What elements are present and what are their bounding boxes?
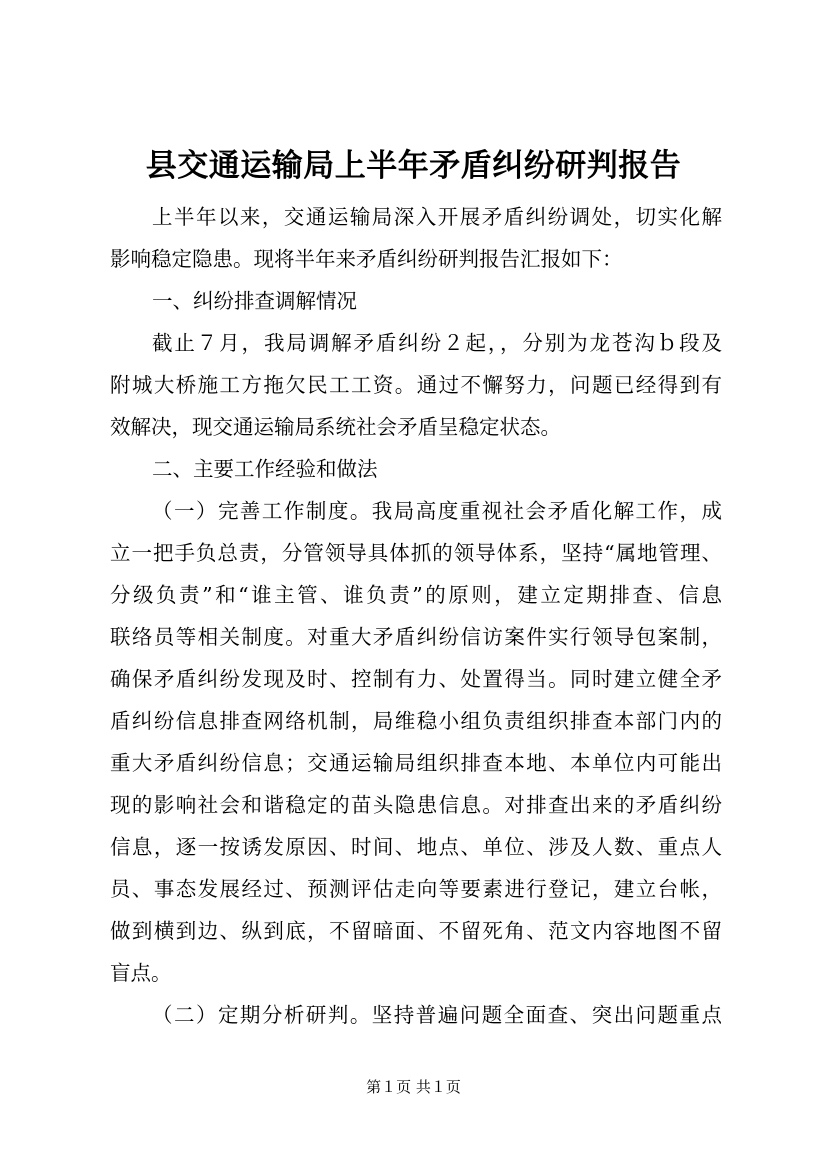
paragraph-line: 确保矛盾纠纷发现及时、控制有力、处置得当。同时建立健全矛 (110, 667, 722, 691)
paragraph-line: 上半年以来，交通运输局深入开展矛盾纠纷调处，切实化解 (152, 205, 722, 229)
paragraph-line: 盾纠纷信息排查网络机制，局维稳小组负责组织排查本部门内的 (110, 709, 722, 733)
document-body (110, 196, 722, 1036)
paragraph-line: 做到横到边、纵到底，不留暗面、不留死角、范文内容地图不留 (110, 919, 722, 943)
paragraph-line: 现的影响社会和谐稳定的苗头隐患信息。对排查出来的矛盾纠纷 (110, 793, 722, 817)
section-heading: 一、纠纷排查调解情况 (152, 289, 357, 313)
paragraph-line: 重大矛盾纠纷信息；交通运输局组织排查本地、本单位内可能出 (110, 751, 722, 775)
paragraph-line: （二）定期分析研判。坚持普遍问题全面查、突出问题重点 (152, 1003, 722, 1027)
paragraph-line: 截止７月，我局调解矛盾纠纷２起，，分别为龙苍沟ｂ段及 (152, 331, 722, 355)
paragraph-line: （一）完善工作制度。我局高度重视社会矛盾化解工作，成 (152, 499, 722, 523)
paragraph-line: 信息，逐一按诱发原因、时间、地点、单位、涉及人数、重点人 (110, 835, 722, 859)
paragraph-line: 影响稳定隐患。现将半年来矛盾纠纷研判报告汇报如下： (110, 247, 623, 271)
page-number-footer: 第１页 共１页 (366, 1078, 461, 1096)
section-heading: 二、主要工作经验和做法 (152, 457, 378, 481)
paragraph-line: 员、事态发展经过、预测评估走向等要素进行登记，建立台帐， (110, 877, 722, 901)
paragraph-line: 联络员等相关制度。对重大矛盾纠纷信访案件实行领导包案制， (110, 625, 722, 649)
paragraph-line: 盲点。 (110, 961, 172, 985)
paragraph-line: 附城大桥施工方拖欠民工工资。通过不懈努力，问题已经得到有 (110, 373, 722, 397)
paragraph-line: 效解决，现交通运输局系统社会矛盾呈稳定状态。 (110, 415, 561, 439)
paragraph-line: 分级负责”和“谁主管、谁负责”的原则，建立定期排查、信息 (110, 583, 722, 607)
document-title: 县交通运输局上半年矛盾纠纷研判报告 (145, 148, 682, 184)
paragraph-line: 立一把手负总责，分管领导具体抓的领导体系，坚持“属地管理、 (110, 541, 722, 565)
